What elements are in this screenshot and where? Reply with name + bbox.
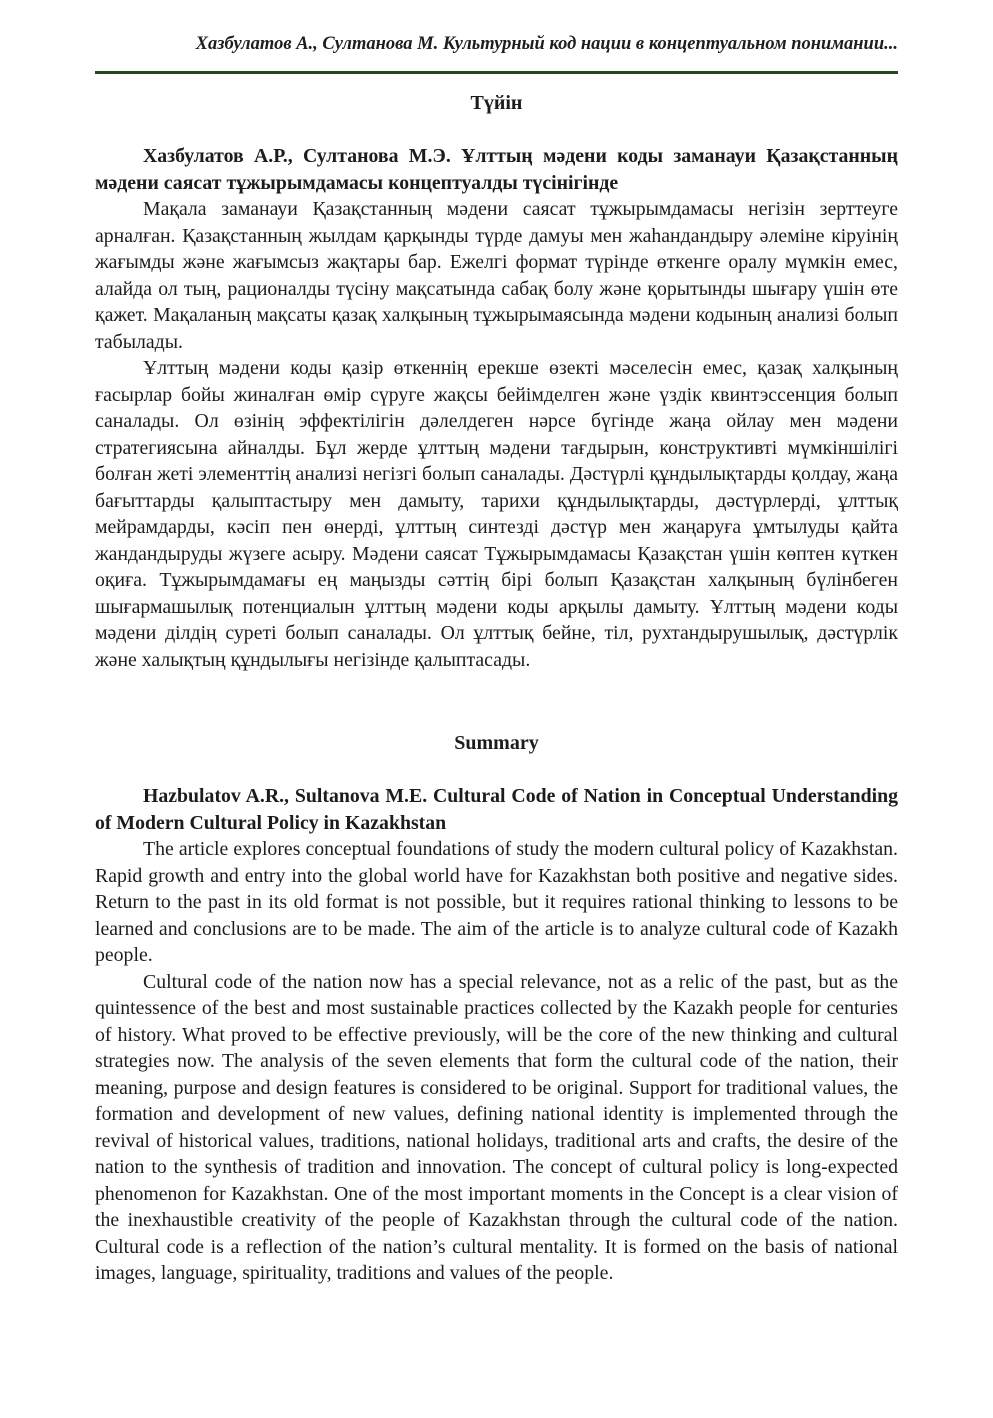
- english-summary-paragraph-1: The article explores conceptual foundations of study the modern cultural policy of Kazakhstan. Rapid growth and entry into the global world have for Kazakhstan both positive and negative sides. Return to the past in its old format is not possible, but it requires rational thinking to lessons to be learned and conclusions are to be made. The aim of the article is to analyze cultural code of Kazakh people.: [95, 838, 898, 966]
- header-divider: [95, 71, 898, 74]
- english-section-title: Summary: [454, 732, 539, 754]
- kazakh-section-title: Түйін: [470, 92, 523, 114]
- kazakh-abstract-paragraph-1: Мақала заманауи Қазақстанның мәдени саясат тұжырымдамасы негізін зерттеуге арналған. Қазақстанның жылдам қарқынды түрде дамуы мен жаһандандыру әлеміне кіруінің жағымды және жағымсыз жақтары бар. Ежелгі формат түрінде өткенге оралу мүмкін емес, алайда ол тың, рационалды түсіну мақсатында сабақ болу және қорытынды шығару үшін өте қажет. Мақаланың мақсаты қазақ халқының тұжырымаясында мәдени кодының анализі болып табылады.: [95, 198, 898, 353]
- kazakh-abstract: [95, 143, 898, 673]
- running-header: Хазбулатов А., Султанова М. Культурный код нации в концептуальном понимании...: [195, 34, 898, 54]
- kazakh-abstract-paragraph-2: Ұлттың мәдени коды қазір өткеннің ерекше өзекті мәселесін емес, қазақ халқының ғасырлар бойы жиналған өмір сүруге жақсы бейімделген және үздік квинтэссенция болып саналады. Ол өзінің эффектілігін дәлелдеген нәрсе бүгінде жаңа ойлау мен мәдени стратегиясына айналды. Бұл жерде ұлттың мәдени тағдырын, конструктивті мүмкіншілігі болған жеті элементтің анализі негізгі болып саналады. Дәстүрлі құндылықтарды қолдау, жаңа бағыттарды қалыптастыру мен дамыту, тарихи құндылықтарды, дәстүрлерді, ұлттық мейрамдарды, кәсіп пен өнерді, ұлттың синтезді дәстүр мен жаңаруға ұмтылуды қайта жандандыруды жүзеге асыру. Мәдени саясат Тұжырымдамасы Қазақстан үшін көптен күткен оқиға. Тұжырымдамағы ең маңызды сәттің бірі болып Қазақстан халқының бүлінбеген шығармашылық потенциалын ұлттың мәдени коды арқылы дамыту. Ұлттың мәдени коды мәдени ділдің суреті болып саналады. Ол ұлттық бейне, тіл, рухтандырушылық, дәстүрлік және халықтың құндылығы негізінде қалыптасады.: [95, 357, 898, 671]
- english-summary-heading: Hazbulatov A.R., Sultanova M.E. Cultural Code of Nation in Conceptual Understanding of Modern Cultural Policy in Kazakhstan: [95, 785, 898, 834]
- kazakh-abstract-heading: Хазбулатов А.Р., Султанова М.Э. Ұлттың мәдени коды заманауи Қазақстанның мәдени саясат тұжырымдамасы концептуалды түсінігінде: [95, 145, 898, 194]
- english-summary: [95, 783, 898, 1287]
- english-summary-paragraph-2: Cultural code of the nation now has a special relevance, not as a relic of the past, but as the quintessence of the best and most sustainable practices collected by the Kazakh people for centuries of history. What proved to be effective previously, will be the core of the new thinking and cultural strategies now. The analysis of the seven elements that form the cultural code of the nation, their meaning, purpose and design features is considered to be original. Support for traditional values, the formation and development of new values, defining national identity is implemented through the revival of historical values, traditions, national holidays, traditional arts and crafts, the desire of the nation to the synthesis of tradition and innovation. The concept of cultural policy is long-expected phenomenon for Kazakhstan. One of the most important moments in the Concept is a clear vision of the inexhaustible creativity of the people of Kazakhstan through the cultural code of the nation. Cultural code is a reflection of the nation’s cultural mentality. It is formed on the basis of national images, language, spirituality, traditions and values of the people.: [95, 970, 898, 1284]
